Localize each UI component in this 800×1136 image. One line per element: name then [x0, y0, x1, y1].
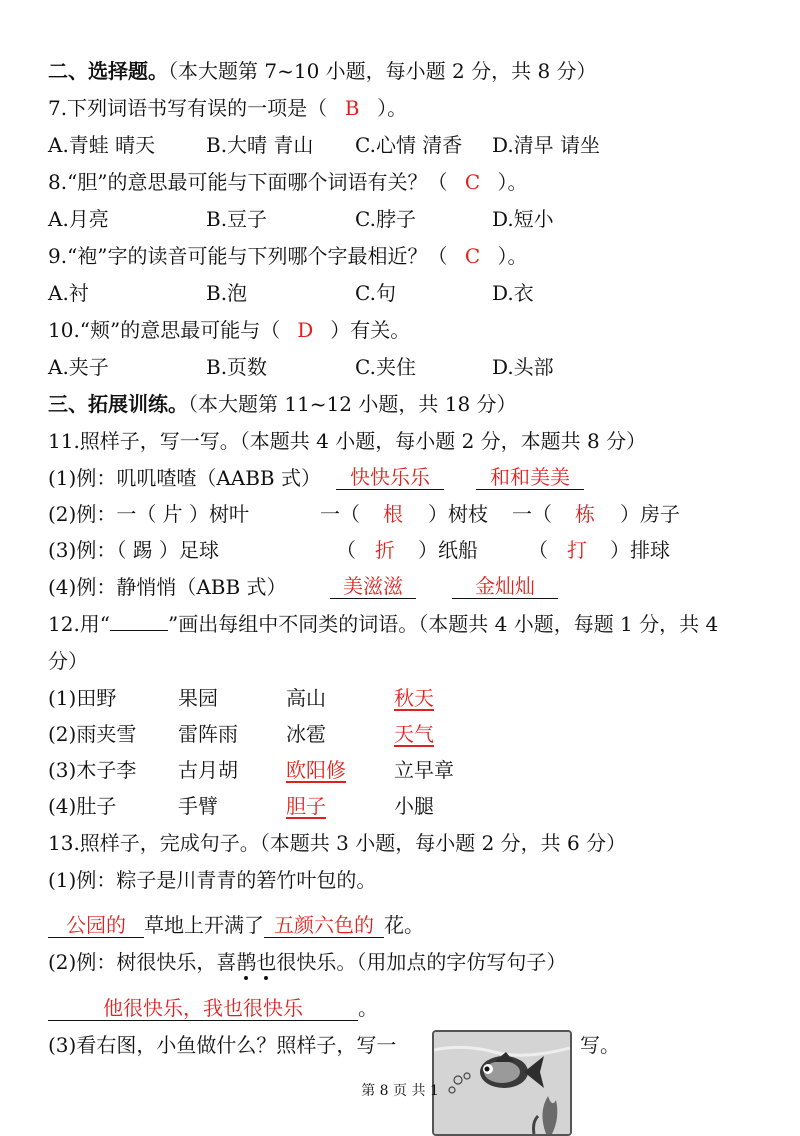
word-marked: 天气	[394, 722, 434, 746]
q11-title: 11.照样子，写一写。（本题共 4 小题，每小题 2 分，本题共 8 分）	[48, 429, 647, 453]
page-footer: 第 8 页 共 1	[361, 1083, 439, 1099]
answer: 栋	[575, 502, 595, 526]
option: A.夹子	[48, 355, 109, 379]
option: A.青蛙 晴天	[48, 133, 156, 157]
word: 果园	[178, 686, 218, 710]
q8-stem	[48, 169, 528, 195]
option: C.心情 清香	[355, 133, 463, 157]
answer-blank: 金灿灿	[452, 574, 558, 599]
paren-open: （	[336, 538, 356, 562]
q13-title: 13.照样子，完成句子。（本题共 3 小题，每小题 2 分，共 6 分）	[48, 831, 627, 855]
question-text: 8.“胆”的意思最可能与下面哪个词语有关？（	[48, 170, 448, 194]
word: ）纸船	[418, 538, 478, 562]
word: ）树枝	[428, 502, 488, 526]
option: B.页数	[206, 355, 268, 379]
q12-title	[48, 611, 718, 637]
q10-stem	[48, 317, 410, 343]
answer-blank: 五颜六色的	[264, 913, 384, 938]
question-text: 9.“袍”字的读音可能与下列哪个字最相近？（	[48, 244, 448, 268]
q7-stem	[48, 95, 407, 121]
paren-open: 一（	[320, 502, 360, 526]
section-heading: 三、拓展训练。	[48, 392, 188, 416]
word: 雷阵雨	[178, 722, 238, 746]
section-heading: 二、选择题。	[48, 59, 168, 83]
option: D.短小	[492, 207, 554, 231]
answer: D	[297, 318, 314, 342]
option: D.衣	[492, 281, 534, 305]
answer: C	[464, 170, 481, 194]
answer-blank: 美滋滋	[330, 574, 416, 599]
answer: B	[344, 96, 360, 120]
option: B.泡	[206, 281, 248, 305]
question-text: ”画出每组中不同类的词语。（本题共 4 小题，每题 1 分，共 4	[168, 612, 719, 636]
word: ）排球	[610, 538, 670, 562]
answer: 根	[383, 502, 403, 526]
option: C.夹住	[355, 355, 416, 379]
answer-blank: 和和美美	[476, 465, 584, 490]
dotted-char: 鹊	[236, 950, 257, 974]
answer: 打	[567, 538, 587, 562]
sentence-text: 花。	[384, 913, 424, 937]
q13-example1: (1)例：粽子是川青青的箬竹叶包的。	[48, 868, 377, 892]
question-text: ）。	[497, 244, 528, 268]
q13-example2	[48, 949, 566, 975]
section-note: （本大题第 7~10 小题，每小题 2 分，共 8 分）	[168, 59, 597, 83]
sentence-text: 很快乐。（用加点的字仿写句子）	[276, 950, 567, 974]
option: A.月亮	[48, 207, 109, 231]
paren-open: 一（	[512, 502, 552, 526]
underline-sample	[110, 630, 168, 631]
option: B.豆子	[206, 207, 268, 231]
word: (4)肚子	[48, 794, 117, 818]
question-text: 10.“颊”的意思最可能与（	[48, 318, 281, 342]
option: B.大晴 青山	[206, 133, 314, 157]
section2-title	[48, 58, 597, 84]
answer-blank: 快快乐乐	[336, 465, 444, 490]
word: (2)雨夹雪	[48, 722, 137, 746]
word: (3)木子李	[48, 758, 137, 782]
example-text: (4)例：静悄悄（ABB 式）	[48, 575, 287, 599]
word: ）房子	[620, 502, 680, 526]
answer-blank: 他很快乐，我也很快乐	[48, 996, 358, 1021]
answer-blank: 公园的	[48, 913, 144, 938]
sentence-text: (2)例：树很快乐，喜	[48, 950, 237, 974]
option: D.头部	[492, 355, 554, 379]
word: (1)田野	[48, 686, 117, 710]
sentence-text: 草地上开满了	[144, 913, 264, 937]
word: 高山	[286, 686, 326, 710]
q13-answer2	[48, 995, 378, 1021]
word-marked: 秋天	[394, 686, 434, 710]
paren-open: （	[528, 538, 548, 562]
word: 立早章	[394, 758, 454, 782]
sentence-text: 写。	[580, 1033, 620, 1057]
question-text: 7.下列词语书写有误的一项是（	[48, 96, 328, 120]
section-note: （本大题第 11~12 小题，共 18 分）	[188, 392, 517, 416]
sentence-text: 。	[358, 996, 378, 1020]
answer: C	[464, 244, 481, 268]
dotted-char: 也	[256, 950, 277, 974]
option: A.衬	[48, 281, 89, 305]
word: 手臂	[178, 794, 218, 818]
q12-title-cont: 分）	[48, 649, 88, 673]
word: 小腿	[394, 794, 434, 818]
section3-title	[48, 391, 517, 417]
word-marked: 欧阳修	[286, 758, 346, 782]
word-marked: 胆子	[286, 794, 326, 818]
word: 冰雹	[286, 722, 326, 746]
option: D.清早 请坐	[492, 133, 601, 157]
question-text: ）有关。	[330, 318, 411, 342]
question-text: ）。	[377, 96, 408, 120]
option: C.句	[355, 281, 396, 305]
example-text: (1)例：叽叽喳喳（AABB 式）	[48, 466, 321, 490]
q13-example3: (3)看右图，小鱼做什么？照样子，写一	[48, 1033, 397, 1057]
example-text: (2)例：一（ 片 ）树叶	[48, 502, 250, 526]
question-text: 12.用“	[48, 612, 111, 636]
word: 古月胡	[178, 758, 238, 782]
option: C.脖子	[355, 207, 416, 231]
q13-answer1	[48, 912, 424, 938]
answer: 折	[375, 538, 395, 562]
q9-stem	[48, 243, 528, 269]
question-text: ）。	[497, 170, 528, 194]
example-text: (3)例：（ 踢 ）足球	[48, 538, 220, 562]
